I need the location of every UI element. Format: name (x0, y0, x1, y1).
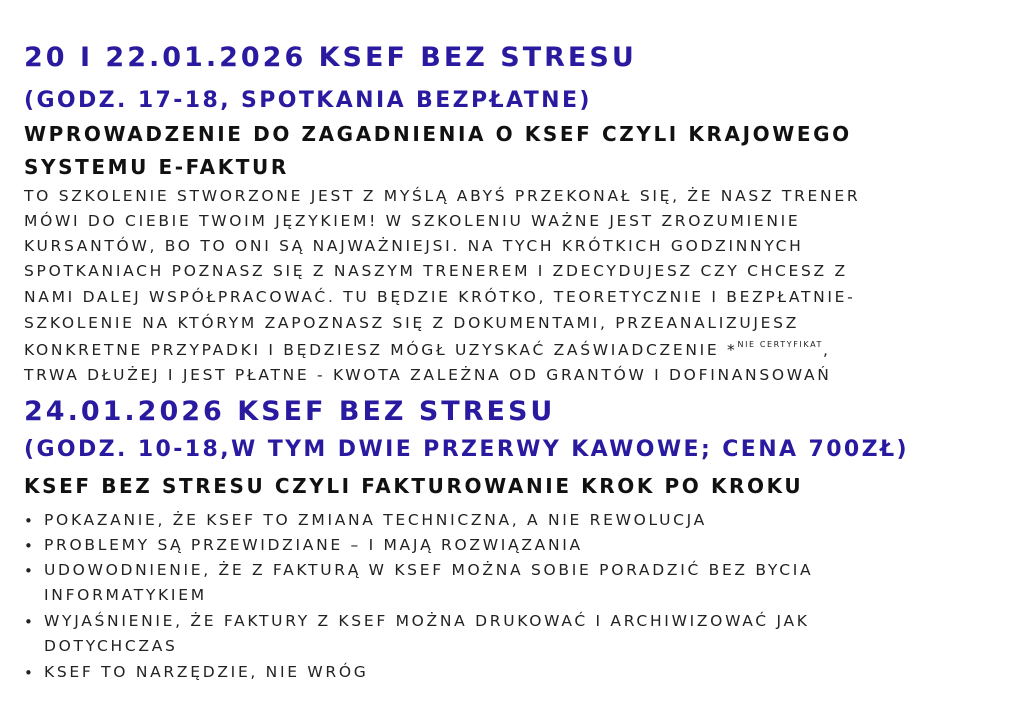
bullet-icon: • (24, 664, 33, 682)
bullet-icon: • (24, 613, 33, 631)
bullet-icon: • (24, 562, 33, 580)
bullet-text-continuation: DOTYCHCZAS (44, 637, 178, 655)
bullet-icon: • (24, 537, 33, 555)
bullet-text-continuation: INFORMATYKIEM (44, 586, 207, 604)
section1-subtitle: (GODZ. 17-18, SPOTKANIA BEZPŁATNE) (24, 88, 592, 113)
section1-title: 20 I 22.01.2026 KSEF BEZ STRESU (24, 42, 637, 73)
paragraph-comma: , (823, 341, 831, 359)
section1-paragraph-line: TRWA DŁUŻEJ I JEST PŁATNE - KWOTA ZALEŻNA OD GRANTÓW I DOFINANSOWAŃ (24, 366, 832, 384)
section1-paragraph-line: NAMI DALEJ WSPÓŁPRACOWAĆ. TU BĘDZIE KRÓTKO, TEORETYCZNIE I BEZPŁATNIE- (24, 288, 856, 306)
section1-paragraph-line-with-footnote (24, 340, 831, 359)
footnote-superscript: NIE CERTYFIKAT (737, 340, 824, 349)
section1-paragraph-line: TO SZKOLENIE STWORZONE JEST Z MYŚLĄ ABYŚ PRZEKONAŁ SIĘ, ŻE NASZ TRENER (24, 187, 861, 205)
bullet-text: POKAZANIE, ŻE KSEF TO ZMIANA TECHNICZNA, A NIE REWOLUCJA (44, 511, 707, 529)
bullet-icon: • (24, 512, 33, 530)
section1-paragraph-line: MÓWI DO CIEBIE TWOIM JĘZYKIEM! W SZKOLENIU WAŻNE JEST ZROZUMIENIE (24, 212, 801, 230)
section1-heading-line2: SYSTEMU E-FAKTUR (24, 155, 289, 179)
section1-paragraph-line: SPOTKANIACH POZNASZ SIĘ Z NASZYM TRENEREM I ZDECYDUJESZ CZY CHCESZ Z (24, 262, 848, 280)
section1-paragraph-line: KURSANTÓW, BO TO ONI SĄ NAJWAŻNIEJSI. NA TYCH KRÓTKICH GODZINNYCH (24, 237, 804, 255)
bullet-text: KSEF TO NARZĘDZIE, NIE WRÓG (44, 663, 369, 681)
paragraph-text: KONKRETNE PRZYPADKI I BĘDZIESZ MÓGŁ UZYSKAĆ ZAŚWIADCZENIE * (24, 341, 738, 359)
bullet-text: PROBLEMY SĄ PRZEWIDZIANE – I MAJĄ ROZWIĄZANIA (44, 536, 583, 554)
bullet-text: WYJAŚNIENIE, ŻE FAKTURY Z KSEF MOŻNA DRUKOWAĆ I ARCHIWIZOWAĆ JAK (44, 612, 810, 630)
bullet-text: UDOWODNIENIE, ŻE Z FAKTURĄ W KSEF MOŻNA SOBIE PORADZIĆ BEZ BYCIA (44, 561, 814, 579)
section2-title: 24.01.2026 KSEF BEZ STRESU (24, 396, 556, 427)
section2-heading: KSEF BEZ STRESU CZYLI FAKTUROWANIE KROK PO KROKU (24, 474, 804, 498)
section1-paragraph-line: SZKOLENIE NA KTÓRYM ZAPOZNASZ SIĘ Z DOKUMENTAMI, PRZEANALIZUJESZ (24, 314, 800, 332)
section1-heading-line1: WPROWADZENIE DO ZAGADNIENIA O KSEF CZYLI KRAJOWEGO (24, 122, 852, 146)
section2-subtitle: (GODZ. 10-18,W TYM DWIE PRZERWY KAWOWE; CENA 700ZŁ) (24, 437, 909, 462)
